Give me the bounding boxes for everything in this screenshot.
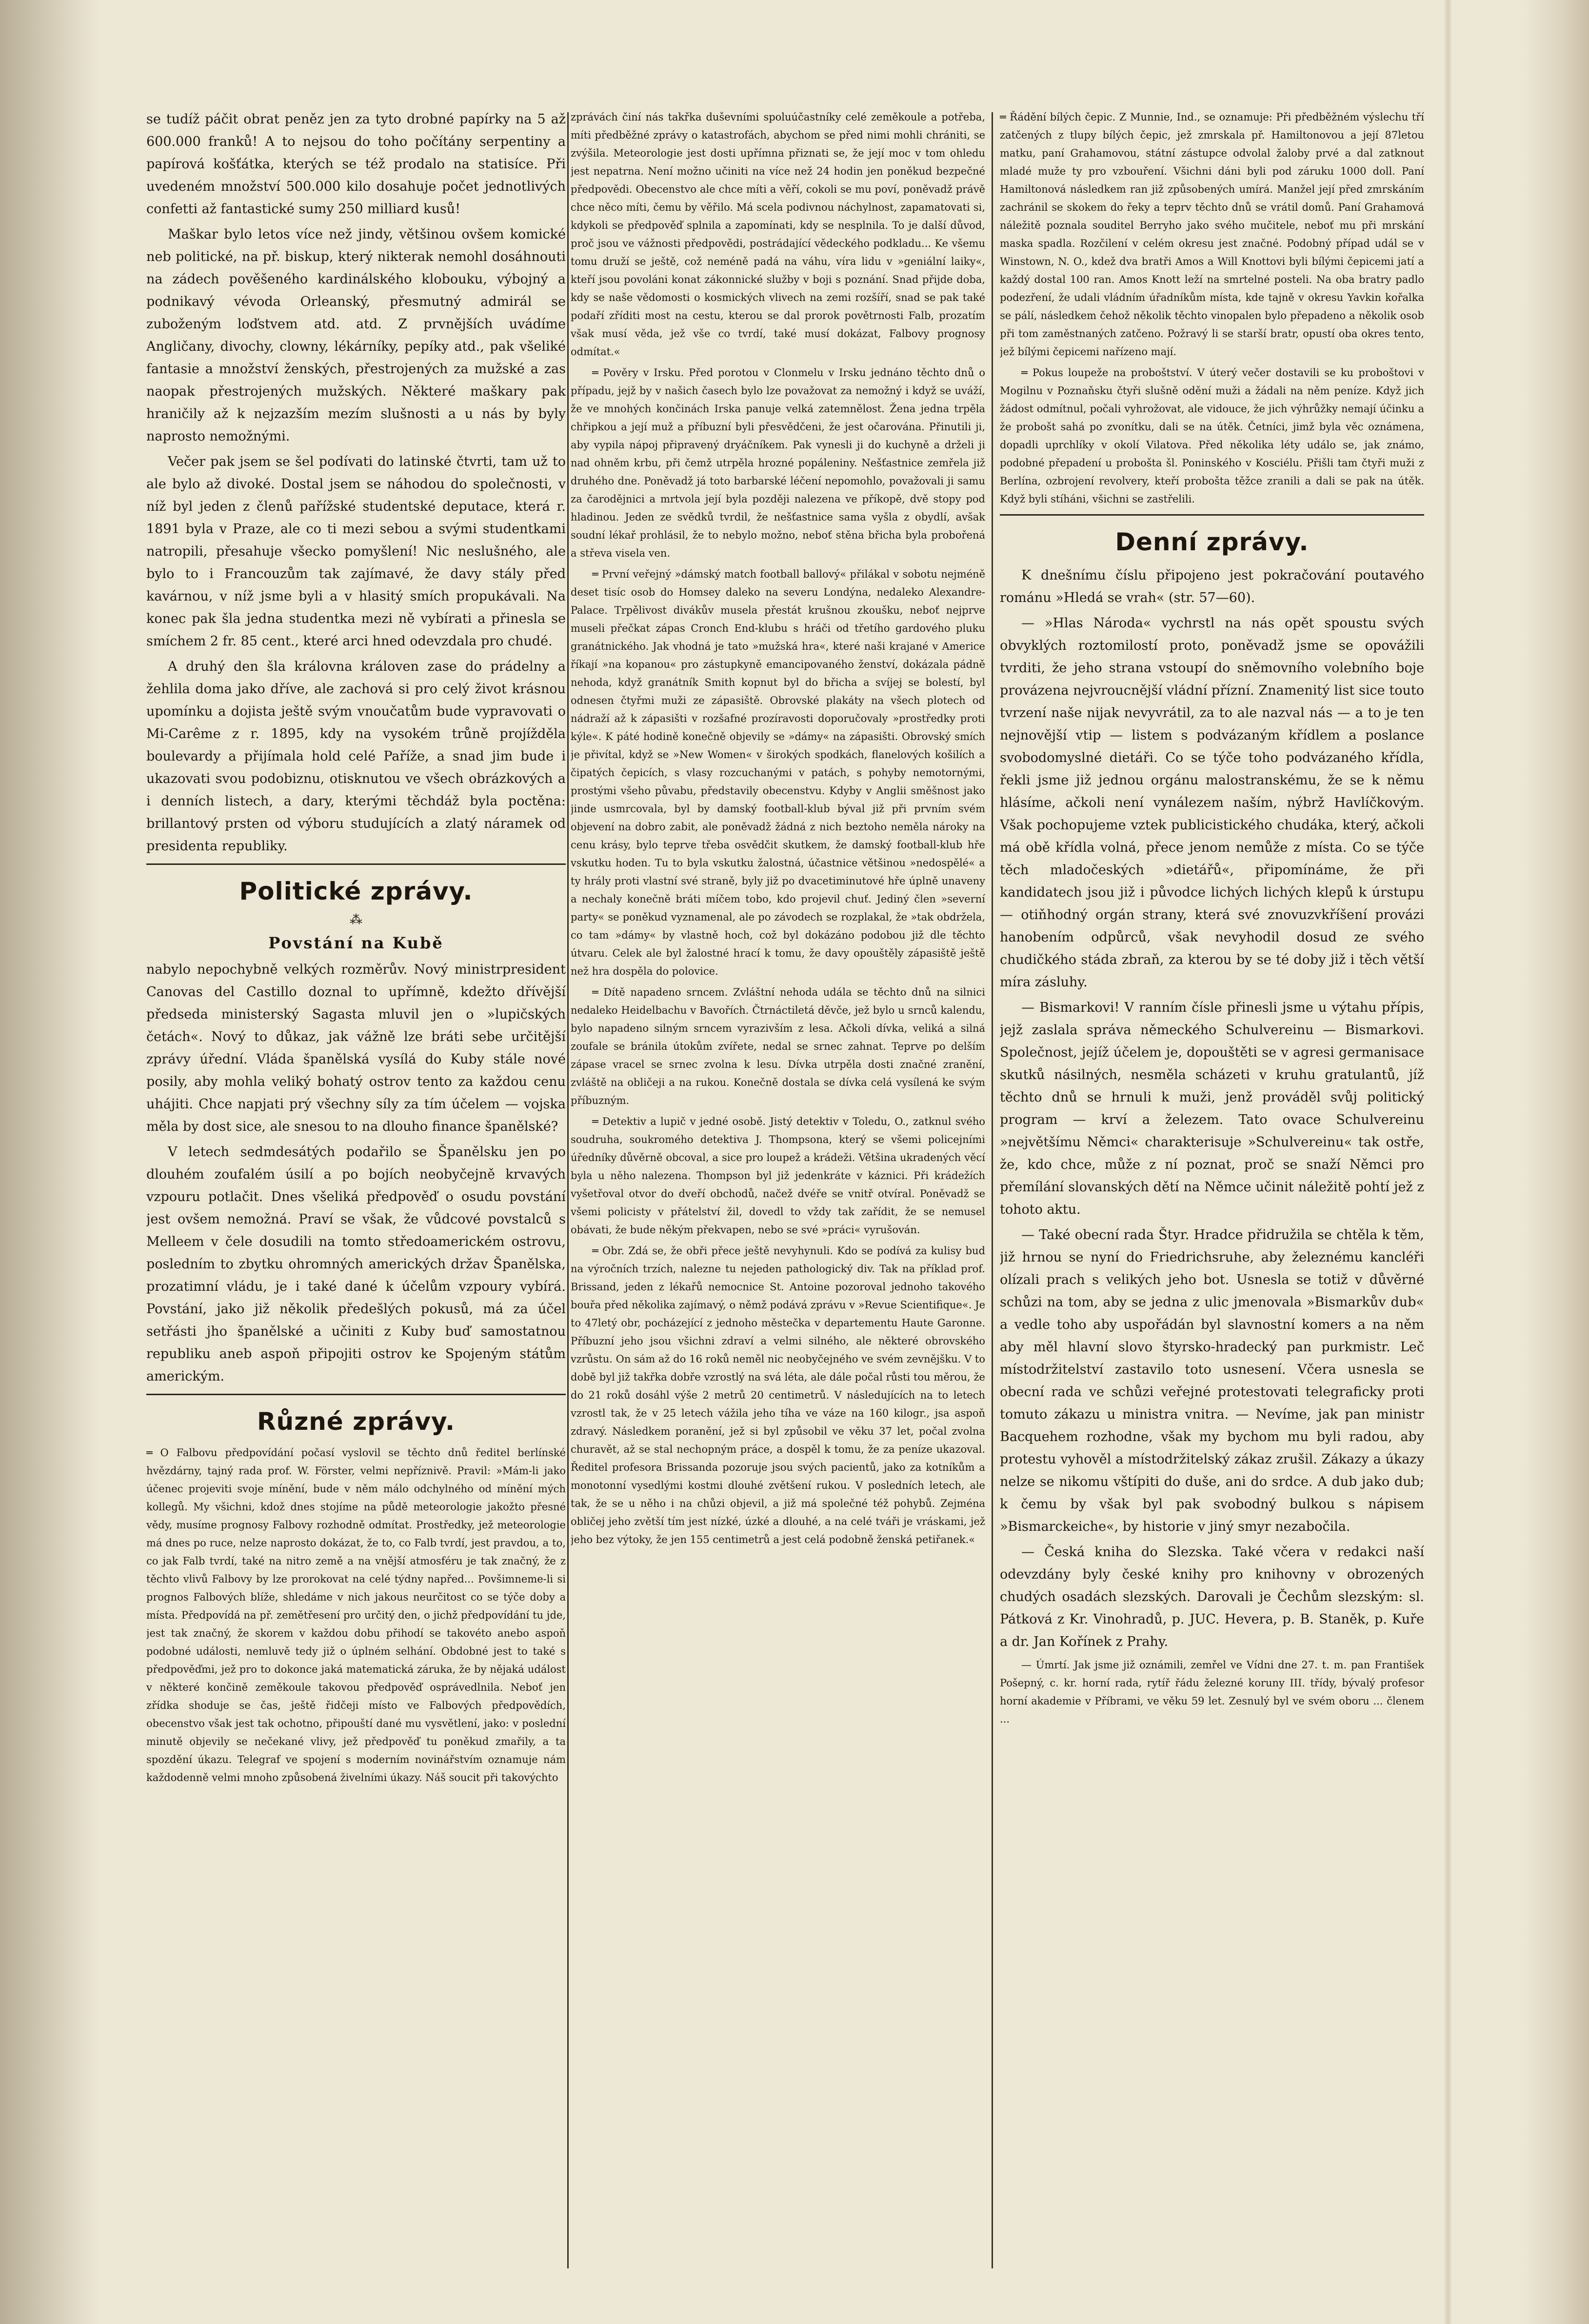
article-paragraph: ═ První veřejný »dámský match football ballový« přilákal v sobotu nejméně deset tisíc osob do Homsey daleko na severu Londýna, nedaleko Alexandre-Palace. Trpělivost divákův musela přestát krušnou zkoušku, neboť nejprve museli přečkat zápas Cronch End-klubu s hráči od třetího gardového pluku granátnického. Jak vhodná je tato »mužská hra«, které naši krajané v Americe říkají »na kopanou« pro zástupkyně emancipovaného ženství, dokázala pádně nehoda, když granátník Smith kopnut byl do břicha a svíjej se bolestí, byl odnesen čtyřmi muži ze zápasiště. Obrovské plakáty na všech plotech od nádraží až k zápasišti v rozšafné prozíravosti doporučovaly »prostředky proti kýle«. K páté hodině konečně objevily se »dámy« na zápasišti. Obrovský smích je přivítal, když se »New Women« v širokých spodkách, flanelových košilích a čipatých čepicích, s vlasy rozcuchanými v patách, s pohyby nemotornými, prostými všeho půvabu, představily obecenstvu. Kdyby v Anglii směšnost jako jinde usmrcovala, byl by damský football-klub býval již při prvním svém objevení na dobro zabit, ale poněvadž žádná z nich beztoho neměla nároky na cenu krásy, bylo teprve třeba osvědčit skutkem, že damský football-klub hře vskutku hoden. Tu to byla vskutku žalostná, účastnice většinou »nedospělé« a ty hrály proti vlastní své straně, byly již po dvacetiminutové hře úplně unaveny a nechaly konečně bráti míčem tobo, kdo projevil chuť. Jediný člen »severní party« se poněkud vyznamenal, ale po závodech se rozplakal, že »tak obdržela, co tam »dámy« by vlastně hoch, což byl dokázáno podobou již dle těchto útvaru. Celek ale byl žalostné hrací k tomu, že davy opouštěly zápasiště ještě než hra dospěla do polovice. (571, 568, 985, 977)
column-rule (567, 112, 569, 2268)
column-2 (571, 108, 985, 2289)
article-paragraph: Večer pak jsem se šel podívati do latinské čtvrti, tam už to ale bylo až divoké. Dostal jsem se náhodou do společnosti, v níž byl jeden z členů pařížské studentské deputace, která r. 1891 byla v Praze, ale co ti mezi sebou a svými studentkami natropili, přesahuje všecko pomyšlení! Nic neslušného, ale bylo to i Francouzům tak zajímavé, že davy stály před kavárnou, v níž jsme byli a v hlasitý smích propukávali. Na konec pak šla jedna studentka mezi ně vybírati a přinesla se smíchem 2 fr. 85 cent., které arci hned odevzdala pro chudé. (146, 454, 566, 649)
article-paragraph: ═ Obr. Zdá se, že obři přece ještě nevyhynuli. Kdo se podívá za kulisy bud na výročních trzích, nalezne tu nejeden pathologický div. Tak na příklad prof. Brissand, jeden z lékařů nemocnice St. Antoine pozoroval jednoho takového bouřa před několika zajímavý, o němž podává zprávu v »Revue Scientifique«. Je to 47letý obr, pocházející z jednoho městečka v departementu Haute Garonne. Příbuzní jeho jsou všichni zdraví a velmi silného, ale některé obrovského vzrůstu. On sám až do 16 roků neměl nic neobyčejného ve svém zevnějšku. V to době byl již takřka dobře vzrostlý na svá léta, ale dále počal růsti tou měrou, že do 21 roků dosáhl výše 2 metrů 20 centimetrů. V následujících na to letech vzrostl tak, že v 25 letech vážila jeho tíha ve váze na 160 kilogr., jsa aspoň zdravý. Následkem poranění, jež si byl způsobil ve věku 37 let, počal zvolna churavět, až se stal nechopným práce, a dospěl k tomu, že za peníze ukazoval. Ředitel profesora Brissanda pozoruje jsou svých pacientů, jako za kotníkům a monotonní vysedlými kostmi dlouhé zvětšení rukou. V posledních letech, ale tak, že se u něho i na chůzi objevil, a již má společné též pohybů. Zejména obličej jeho zvětší tím jest nízké, úzké a dlouhé, a na celé tváři je vráskami, jež jeho bez výtoky, že jen 155 centimetrů a jest celá podobně ženská petiřanek.« (571, 1245, 985, 1545)
section-heading-ruzne-zpravy: Různé zprávy. (257, 1407, 455, 1436)
section-heading-denni-zpravy: Denní zprávy. (1115, 528, 1309, 556)
column-rule (992, 112, 993, 2268)
section-divider (146, 863, 566, 865)
scan-right-edge (1522, 0, 1589, 2324)
article-paragraph: ═ Dítě napadeno srncem. Zvláštní nehoda udála se těchto dnů na silnici nedaleko Heidelbachu v Bavořích. Čtrnáctiletá děvče, jež bylo u srnců kalendu, bylo napadeno silným srncem vyrazivším z lesa. Ačkoli dívka, veliká a silná zoufale se bránila útokům zvířete, nedal se srnec zahnat. Teprve po delším zápase vracel se srnec zvolna k lesu. Dívka utrpěla dosti značné zranění, zvláště na obličeji a na rukou. Konečně dostala se dívka celá vysílená ke svým příbuzným. (571, 986, 985, 1106)
page-fold-shadow (1444, 0, 1452, 2324)
article-paragraph: — Úmrtí. Jak jsme již oznámili, zemřel ve Vídni dne 27. t. m. pan František Pošepný, c. kr. horní rada, rytíř řádu železné koruny III. třídy, bývalý profesor horní akademie v Příbrami, ve věku 59 let. Zesnulý byl ve svém oboru ... členem ... (1000, 1659, 1424, 1725)
article-paragraph: ═ Pokus loupeže na proboštství. V úterý večer dostavili se ku proboštovi v Mogilnu v Poznaňsku čtyři slušně odění muži a žádali na něm peníze. Když jich žádost odmítnul, počali vyhrožovat, ale vidouce, že jich výhrůžky nemají účinku a že probošt sahá po zvonítku, dali se na útěk. Četníci, jimž byla věc oznámena, dopadli uprchlíky v okolí Vilatova. Před několika léty událo se, jak známo, podobné přepadení u probošta šl. Poninského v Kosciélu. Přišli tam čtyři muži z Berlína, ozbrojení revolvery, kteří probošta těžce zranili a dali se pak na útěk. Když byli stíháni, všichni se zastřelili. (1000, 367, 1424, 505)
column-1 (146, 108, 566, 2289)
article-paragraph: — »Hlas Národa« vychrstl na nás opět spoustu svých obvyklých roztomilostí proto, poněvadž jsme se opovážili tvrditi, že jeho strana vstoupí do sněmovního volebního boje provázena nejvroucnější vládní přízní. Znamenitý list sice touto tvrzení naše nijak nevyvrátil, za to ale nazval nás — a to je ten nejnovější vtip — listem s podvázaným křídlem a poslance svobodomyslné dietáři. Co se týče toho podvázaného křídla, řekli jsme již jednou orgánu malostranskému, že se k němu hlásíme, ačkoli není vynálezem naším, nýbrž Havlíčkovým. Však pochopujeme vztek publicistického chudáka, který, ačkoli má obě křídla volná, přece jenom nemůže z místa. Co se týče těch mladočeských »dietářů«, připomínáme, že při kandidatech jsou již i původce lichých lichých klepů k úrstupu — otiňhodný orgán strany, která své znovuzvkříšení provázi hanobením odpůrců, však nevyhodil dosud ze svého chudičkého stáda zbraň, za kterou by se té doby již i těch větší míra zásluhy. (1000, 616, 1424, 990)
article-paragraph: — Česká kniha do Slezska. Také včera v redakci naší odevzdány byly české knihy pro knihovny v obrozených chudých osadách slezských. Darovali je Čechům slezským: sl. Pátková z Kr. Vinohradů, p. JUC. Hevera, p. B. Staněk, p. Kuře a dr. Jan Kořínek z Prahy. (1000, 1544, 1424, 1649)
article-paragraph: zprávách činí nás takřka duševními spoluúčastníky celé zeměkoule a potřeba, míti předběžné zprávy o katastrofách, abychom se před nimi mohli chrániti, se zvýšila. Meteorologie jest dosti upřímna přiznati se, že její moc v tom ohledu jest nepatrna. Není možno učiniti na více než 24 hodin jen poněkud bezpečné předpovědi. Obecenstvo ale chce míti a věří, cokoli se mu poví, poněvadž právě chce něco míti, čemu by věřilo. Má scela podivnou náchylnost, zapamatovati si, kdykoli se předpověď splnila a zapomínati, kdy se nesplnila. To je další důvod, proč jsou ve vážnosti předpovědi, postrádající vědeckého podkladu... Ke všemu tomu druží se ještě, což neméně padá na váhu, víra lidu v »geniální laiky«, kteří jsou povoláni konat zákonnické služby v boji s poznání. Snad přijde doba, kdy se naše vědomosti o kosmických vlivech na zemi rozšíří, snad se pak také podaří zříditi most na cestu, kterou se dal prorok povětrnosti Falb, prozatím však musí věda, jež vše co tvrdí, také musí dokázat, Falbovy prognosy odmítat.« (571, 111, 985, 358)
article-paragraph: ═ Pověry v Irsku. Před porotou v Clonmelu v Irsku jednáno těchto dnů o případu, jejž by v našich časech bylo lze považovat za nemožný i když se uváží, že ve mnohých končinách Irska panuje velká zatemnělost. Žena jedna trpěla chřipkou a její muž a příbuzní byli přesvědčeni, že jest očarována. Přinutili ji, aby vypila nápoj připravený dryáčníkem. Pak vynesli ji do kuchyně a drželi ji nad ohněm krbu, při čemž utrpěla hrozné popáleniny. Nešťastnice zemřela již druhého dne. Poněvadž já toto barbarské léčení nepomohlo, považovali ji samu za čarodějnici a mrtvola její byla později nalezena ve příkopě, dvě stopy pod hladinou. Jeden ze svědků tvrdil, že nešťastnice sama vyšla z obydlí, avšak soudní lékař prohlásil, že to nebylo možno, neboť stěna břicha byla probořená a střeva visela ven. (571, 367, 985, 559)
section-divider (1000, 514, 1424, 516)
column-3 (1000, 108, 1424, 2289)
scan-left-edge (0, 0, 100, 2324)
article-paragraph: A druhý den šla královna královen zase do prádelny a žehlila doma jako dříve, ale zachová si pro celý život krásnou upomínku a dojista ještě svým vnoučatům bude vypravovati o Mi-Carême z r. 1895, kdy na vysokém trůně projížděla boulevardy a přijímala hold celé Paříže, a snad jim bude i ukazovati svou podobiznu, otisknutou ve všech obrázkových a i denních listech, a dary, kterými těchdáž byla poctěna: brillantový prsten od výboru studujících a zlatý náramek od presidenta republiky. (146, 659, 566, 854)
section-divider (146, 1394, 566, 1395)
article-paragraph: ═ Řádění bílých čepic. Z Munnie, Ind., se oznamuje: Při předběžném výslechu tří zatčených z tlupy bílých čepic, jež zmrskala př. Hamiltonovou a její 87letou matku, paní Grahamovou, státní zástupce odvolal žaloby prvé a dal zatknout mladé muže ty pro vzbouření. Všichni dáni byli pod záruku 1000 doll. Paní Hamiltonová následkem ran již způsobených umírá. Manžel její před zmrskáním zachránil se skokem do řeky a teprv těchto dnů se vrátil domů. Paní Grahamová náležitě poznala souditel Berryho jako svého mučitele, neboť mu při mrskání maska spadla. Rozčilení v celém okresu jest značné. Podobný případ udál se v Winstown, N. O., kdež dva bratři Amos a Will Knottovi byli bílými čepicemi jatí a každý dostal 100 ran. Amos Knott leží na smrtelné posteli. Na oba bratry padlo podezření, že udali vládním úřadníkům místa, kde tajně v okresu Yavkin kořalka se pálí, následkem čehož několik těchto vinopalen bylo přepadeno a několik osob při tom zaměstnaných zatčeno. Požravý li se starší bratr, opustí oba okres tento, jež bílými čepicemi nařízeno mají. (1000, 111, 1424, 358)
article-paragraph: ═ O Falbovu předpovídání počasí vyslovil se těchto dnů ředitel berlínské hvězdárny, tajný rada prof. W. Förster, velmi nepříznivě. Pravil: »Mám-li jako účenec projeviti svoje mínění, bude v něm málo odchylného od mínění mých kollegů. My všichni, kdož dnes stojíme na půdě meteorologie jakožto přesné vědy, musíme prognosy Falbovy rozhodně odmítat. Prostředky, jež meteorologie má dnes po ruce, nelze naprosto dokázat, že to, co Falb tvrdí, jest pravdou, a to, co jak Falb tvrdí, také na nitro země a na vnější atmosféru je tak značný, že z těchto vlivů Falbovy by lze prorokovat na celé týdny napřed... Povšimneme-li si prognos Falbových blíže, shledáme v nich jakous neurčitost co se týče doby a místa. Předpovídá na př. zemětřesení pro určitý den, o jichž předpovídání tu jde, jest tak značný, že skorem v každou dobu přihodí se takovéto anebo aspoň podobné události, nemluvě tedy již o úplném selhání. Obdobné jest to také s předpověďmi, jež pro to dokonce jaká matematická záruka, že by nějaká událost v některé končině zeměkoule takovou předpověď osprávedlnila. Neboť jen zřídka shoduje se čas, ještě řidčeji místo ve Falbových předpovědích, obecenstvo však jest tak ochotno, připouští dané mu vysvětlení, jako: v poslední minutě objevily se nečekané vlivy, jež předpověď tu poněkud zmařily, a ta spozdění úkazu. Telegraf ve spojení s moderním novinářstvím oznamuje nám každodenně velmi mnoho způsobená živelními úkazy. Náš soucit při takovýchto (146, 1447, 566, 1783)
section-heading-politicke-zpravy: Politické zprávy. (239, 877, 473, 905)
article-paragraph: se tudíž páčit obrat peněz jen za tyto drobné papírky na 5 až 600.000 franků! A to nejsou do toho počítány serpentiny a papírová košťátka, kterých se též prodalo na statisíce. Při uvedeném množství 500.000 kilo dosahuje počet jednotlivých confetti až fantastické sumy 250 milliard kusů! (146, 112, 566, 217)
article-paragraph: nabylo nepochybně velkých rozměrův. Nový ministrpresident Canovas del Castillo doznal to upřímně, kdežto dřívější předseda ministerský Sagasta mluvil jen o »lupičských četách«. Nový to důkaz, jak vážně lze bráti sebe určitější zprávy úřední. Vláda španělská vysílá do Kuby stále nové posily, aby mohla veliký bohatý ostrov tento za každou cenu uhájiti. Chce napjati prý všechny síly za tím účelem — vojska měla by dost sice, ale snesou to na dlouho finance španělské? (146, 962, 566, 1134)
article-paragraph: K dnešnímu číslu připojeno jest pokračování poutavého románu »Hledá se vrah« (str. 57—60). (1000, 568, 1424, 605)
article-headline: Povstání na Kubě (268, 934, 444, 952)
article-paragraph: ═ Detektiv a lupič v jedné osobě. Jistý detektiv v Toledu, O., zatknul svého soudruha, soukromého detektiva J. Thompsona, který se všemi policejními úředníky důvěrně obcoval, a sice pro loupež a krádeži. Většina ukradených věcí byla u něho nalezena. Thompson byl již jedenkráte v káznici. Při krádežích vyšetřoval otvor do dveří obchodů, načež dvéře se vnitř otvíral. Poněvadž se všemi policisty v přátelství žil, dovedl to vždy tak zařídit, že se nemusel obávati, že bude někým překvapen, nebo se své »práci« vyrušován. (571, 1116, 985, 1236)
article-paragraph: — Také obecní rada Štyr. Hradce přidružila se chtěla k těm, již hrnou se nyní do Friedrichsruhe, aby železnému kancléři olízali prach s velikých jeho bot. Usnesla se totiž v důvěrné schůzi na tom, aby se jedna z ulic jmenovala »Bismarkův dub« a vedle toho aby uspořádán byl slavnostní komers a na něm aby měl hlavní slovo štyrsko-hradecký pan purkmistr. Leč místodržitelství zastavilo toto usnesení. Včera usnesla se obecní rada ve schůzi veřejné protestovati telegraficky proti tomuto zákazu u ministra vnitra. — Nevíme, jak pan ministr Bacquehem rozhodne, však my bychom mu byli radou, aby protestu vyhověl a místodržitelský zákaz zrušil. Zákazy a úkazy nelze se nikomu vštípiti do duše, ani do srdce. A dub jako dub; k čemu by však byl pak svobodný bulkou s nápisem »Bismarckeiche«, by historie v jiný smyr nezabočila. (1000, 1227, 1424, 1534)
article-paragraph: Maškar bylo letos více než jindy, většinou ovšem komické neb politické, na př. biskup, který nikterak nemohl dosáhnouti na zádech pověšeného kardinálského klobouku, výbojný a podnikavý vévoda Orleanský, přesmutný admirál se zuboženým loďstvem atd. atd. Z prvnějších uvádíme Angličany, divochy, clowny, lékárníky, pepíky atd., pak všeliké fantasie a množství ženských, přestrojených za mužské a zas naopak přestrojených mužských. Některé maškary pak hraničily až k nejzazším mezím slušnosti a u nás by byly naprosto nemožnými. (146, 227, 566, 444)
article-paragraph: — Bismarkovi! V ranním čísle přinesli jsme u výtahu přípis, jejž zaslala správa německého Schulvereinu — Bismarkovi. Společnost, jejíž účelem je, dopouštěti se v agresi germanisace skutků násilných, nesměla scházeti v kruhu gratulantů, jíž těchto dnů se hrnuli k muži, jenž prováděl svůj politický program — krví a železem. Tato ovace Schulvereinu »největšímu Němci« charakterisuje »Schulvereinu« tak ostře, že, kdo chce, může z ní poznat, proč se snaží Němci pro přemílání slovanských dětí na Němce učinit náležitě pohtí jež z tohoto aktu. (1000, 1000, 1424, 1217)
ornament-divider: ⁂ (350, 913, 362, 927)
article-paragraph: V letech sedmdesátých podařilo se Španělsku jen po dlouhém zoufalém úsilí a po bojích neobyčejně krvavých vzpouru potlačit. Dnes všeliká předpověď o osudu povstání jest ovšem nemožná. Praví se však, že vůdcové povstalců s Melleem v čele dosudili na tomto středoamerickém ostrovu, posledním to zbytku ohromných amerických držav Španělska, prozatimní vládu, je i také dané k účelům vzpoury vybírá. Povstání, jako již několik předešlých pokusů, má za účel setřásti jho španělské a učiniti z Kuby buď samostatnou republiku aneb aspoň připojiti ostrov ke Spojeným státům americkým. (146, 1144, 566, 1384)
